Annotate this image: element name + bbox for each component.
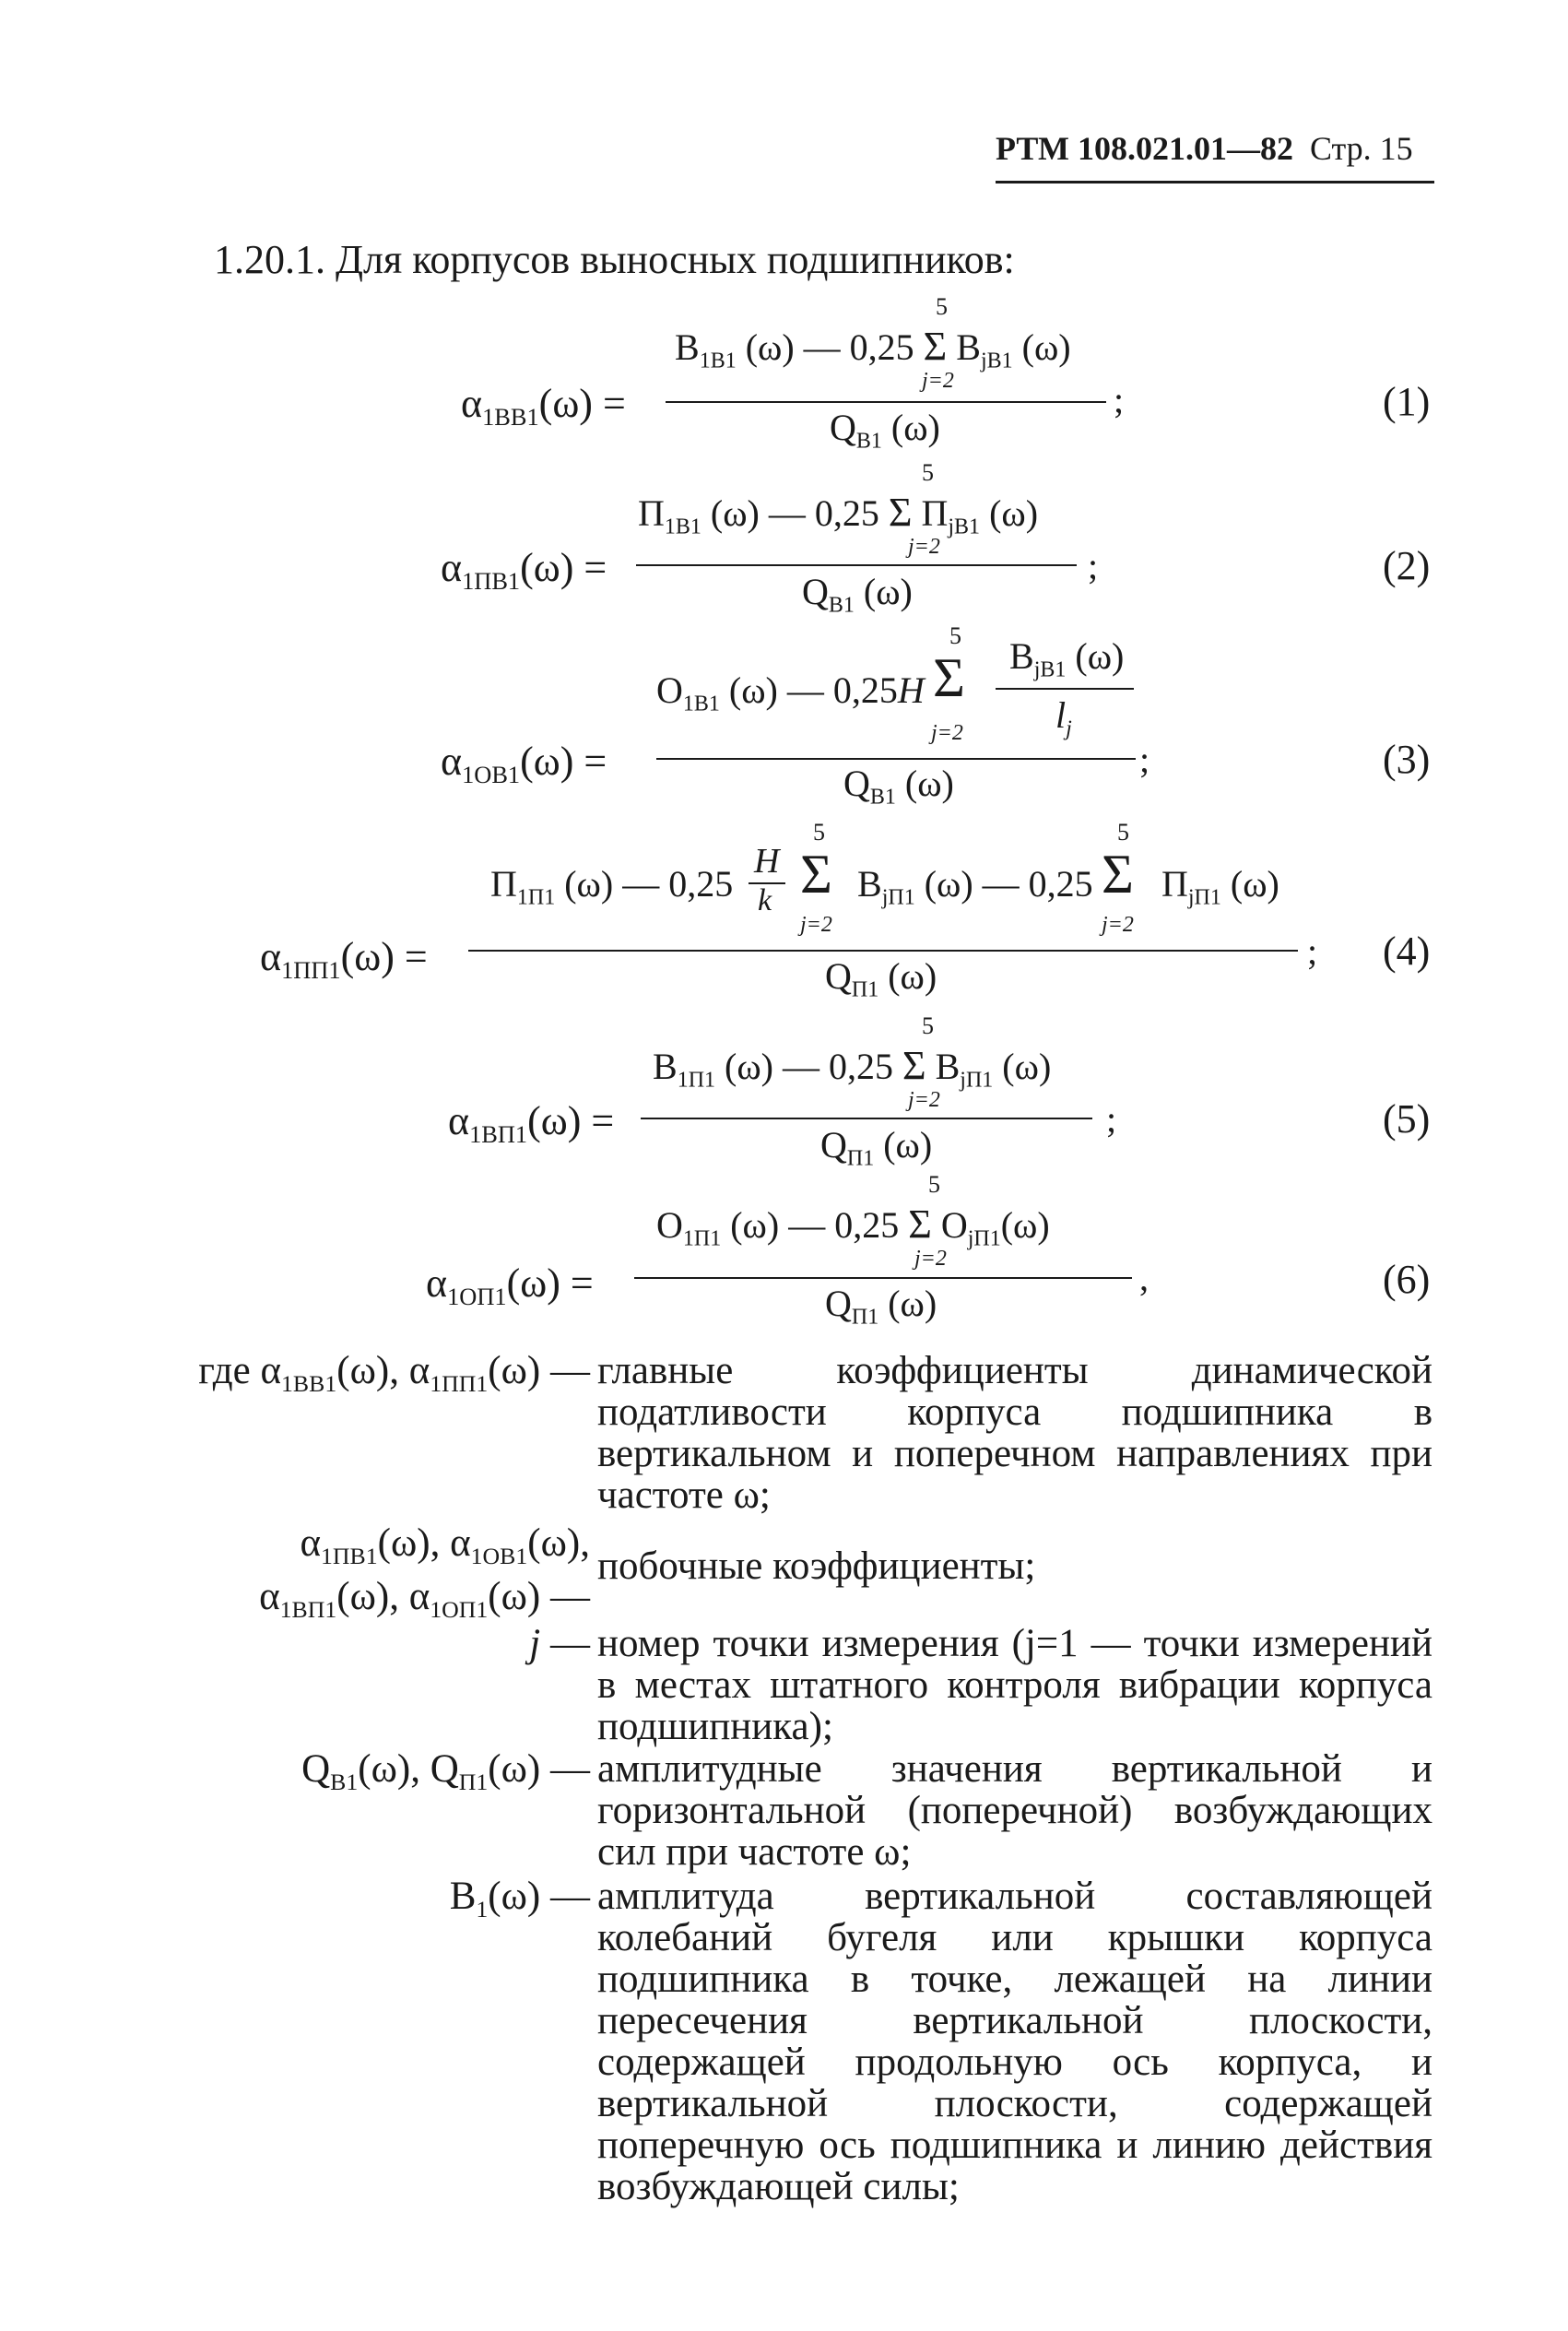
eq6-end: ,: [1139, 1257, 1149, 1298]
eq2-end: ;: [1088, 545, 1099, 586]
definition-4-text: амплитудные значения вертикальной и горизонтальной (поперечной) возбуждающих сил при частоте ω;: [597, 1747, 1432, 1874]
eq3-end: ;: [1139, 739, 1150, 780]
eq1-sum-upper: 5: [936, 293, 948, 320]
eq4-sigma-2: Σ: [1102, 844, 1134, 905]
eq3-sum-upper: 5: [949, 622, 961, 649]
eq1-lhs: $\alpha_{1ВВ1}(\omega)$ =: [461, 381, 626, 432]
eq6-sum-lower: j=2: [914, 1247, 947, 1271]
page-number: Стр. 15: [1309, 130, 1413, 167]
eq5-lhs: $\alpha_{1ВП1}(\omega)$ =: [448, 1098, 615, 1149]
eq4-h: H: [754, 842, 780, 881]
eq3-sigma: Σ: [933, 647, 965, 708]
eq5-end: ;: [1106, 1098, 1117, 1140]
eq3-fraction-bar: [656, 758, 1136, 760]
eq4-sum2-lower: j=2: [1102, 913, 1134, 937]
eq2-sum-lower: j=2: [908, 535, 940, 559]
definition-1-term: где $\alpha_{1ВВ1}(\omega)$, $\alpha_{1ПП1}(\omega)$ —: [198, 1349, 590, 1398]
eq1-sum-lower: j=2: [922, 369, 954, 393]
eq4-end: ;: [1307, 930, 1318, 972]
eq1-numerator: $В_{1В1}$ (ω) — 0,25 Σ $В_{jВ1}$ (ω): [675, 324, 1071, 373]
eq2-number: (2): [1383, 543, 1431, 588]
eq3-inner-den: $l_j$: [1055, 694, 1072, 741]
eq6-denominator: $Q_{П1}$ (ω): [825, 1283, 937, 1330]
eq5-sum-upper: 5: [922, 1012, 934, 1039]
page-header: [996, 129, 1438, 168]
eq4-k: k: [758, 883, 772, 917]
eq2-lhs: $\alpha_{1ПВ1}(\omega)$ =: [441, 545, 607, 596]
eq6-number: (6): [1383, 1257, 1431, 1302]
eq4-numerator-a: $П_{1П1}$ (ω) — 0,25: [490, 863, 734, 910]
eq3-sum-lower: j=2: [931, 721, 963, 745]
eq3-denominator: $Q_{В1}$ (ω): [843, 763, 954, 810]
eq2-numerator: $П_{1В1}$ (ω) — 0,25 Σ $П_{jВ1}$ (ω): [638, 490, 1039, 539]
eq4-denominator: $Q_{П1}$ (ω): [825, 955, 937, 1002]
eq5-number: (5): [1383, 1096, 1431, 1142]
definition-2-text: побочные коэффициенты;: [597, 1544, 1036, 1588]
eq3-number: (3): [1383, 737, 1431, 782]
eq3-inner-num: $В_{jВ1}$ (ω): [1009, 635, 1125, 682]
eq5-denominator: $Q_{П1}$ (ω): [820, 1124, 933, 1171]
definition-2-term: $\alpha_{1ПВ1}(\omega)$, $\alpha_{1ОВ1}(\omega)$, $\alpha_{1ВП1}(\omega)$, $\alpha_{1ОП1}(\omega)$ —: [259, 1521, 590, 1624]
eq5-numerator: $В_{1П1}$ (ω) — 0,25 Σ $В_{jП1}$ (ω): [653, 1043, 1052, 1093]
eq5-fraction-bar: [641, 1118, 1092, 1119]
eq6-lhs: $\alpha_{1ОП1}(\omega)$ =: [426, 1260, 594, 1311]
eq3-lhs: $\alpha_{1ОВ1}(\omega)$ =: [441, 739, 607, 789]
eq2-fraction-bar: [636, 564, 1077, 566]
eq6-numerator: $О_{1П1}$ (ω) — 0,25 Σ $О_{jП1}(\omega)$: [656, 1201, 1050, 1251]
definition-4-term: $Q_{В1}(\omega)$, $Q_{П1}(\omega)$ —: [301, 1747, 590, 1796]
eq4-lhs: $\alpha_{1ПП1}(\omega)$ =: [260, 934, 428, 985]
eq1-number: (1): [1383, 379, 1431, 424]
eq6-fraction-bar: [634, 1277, 1132, 1279]
eq3-numerator: $О_{1В1}$ (ω) — 0,25H: [656, 669, 925, 716]
section-title: 1.20.1. Для корпусов выносных подшипников:: [214, 237, 1015, 282]
eq4-numerator-c: $П_{jП1}$ (ω): [1161, 863, 1279, 910]
eq4-sum1-upper: 5: [813, 819, 825, 846]
definition-5-text: амплитуда вертикальной составляющей колебаний бугеля или крышки корпуса подшипника в точке, лежащей на линии пересечения вертикальной плоскости, содержащей продольную ось корпуса, и вертикальной плоскости, содержащей поперечную ось подшипника и линию действия возбуждающей силы;: [597, 1875, 1432, 2208]
eq5-sum-lower: j=2: [908, 1088, 940, 1112]
eq4-sigma-1: Σ: [800, 844, 832, 905]
eq3-inner-bar: [996, 688, 1134, 690]
eq6-sum-upper: 5: [928, 1171, 940, 1198]
definition-1-text: главные коэффициенты динамической податливости корпуса подшипника в вертикальном и поперечном направлениях при частоте ω;: [597, 1349, 1432, 1517]
standard-code: РТМ 108.021.01—82: [996, 130, 1293, 167]
eq2-denominator: $Q_{В1}$ (ω): [802, 571, 913, 618]
eq4-fraction-bar: [468, 950, 1298, 952]
header-rule: [996, 181, 1434, 183]
eq4-numerator-b: $В_{jП1}$ (ω) — 0,25: [857, 863, 1093, 910]
definition-3-text: номер точки измерения (j=1 — точки измерений в местах штатного контроля вибрации корпуса подшипника);: [597, 1622, 1432, 1748]
eq4-number: (4): [1383, 929, 1431, 974]
eq1-end: ;: [1114, 379, 1125, 420]
eq4-sum1-lower: j=2: [800, 913, 832, 937]
eq2-sum-upper: 5: [922, 459, 934, 486]
definition-3-term: j —: [529, 1622, 590, 1665]
definition-5-term: $В_1(\omega)$ —: [449, 1875, 590, 1923]
eq1-denominator: $Q_{В1}$ (ω): [830, 407, 940, 454]
eq1-fraction-bar: [666, 401, 1106, 403]
eq4-sum2-upper: 5: [1117, 819, 1129, 846]
